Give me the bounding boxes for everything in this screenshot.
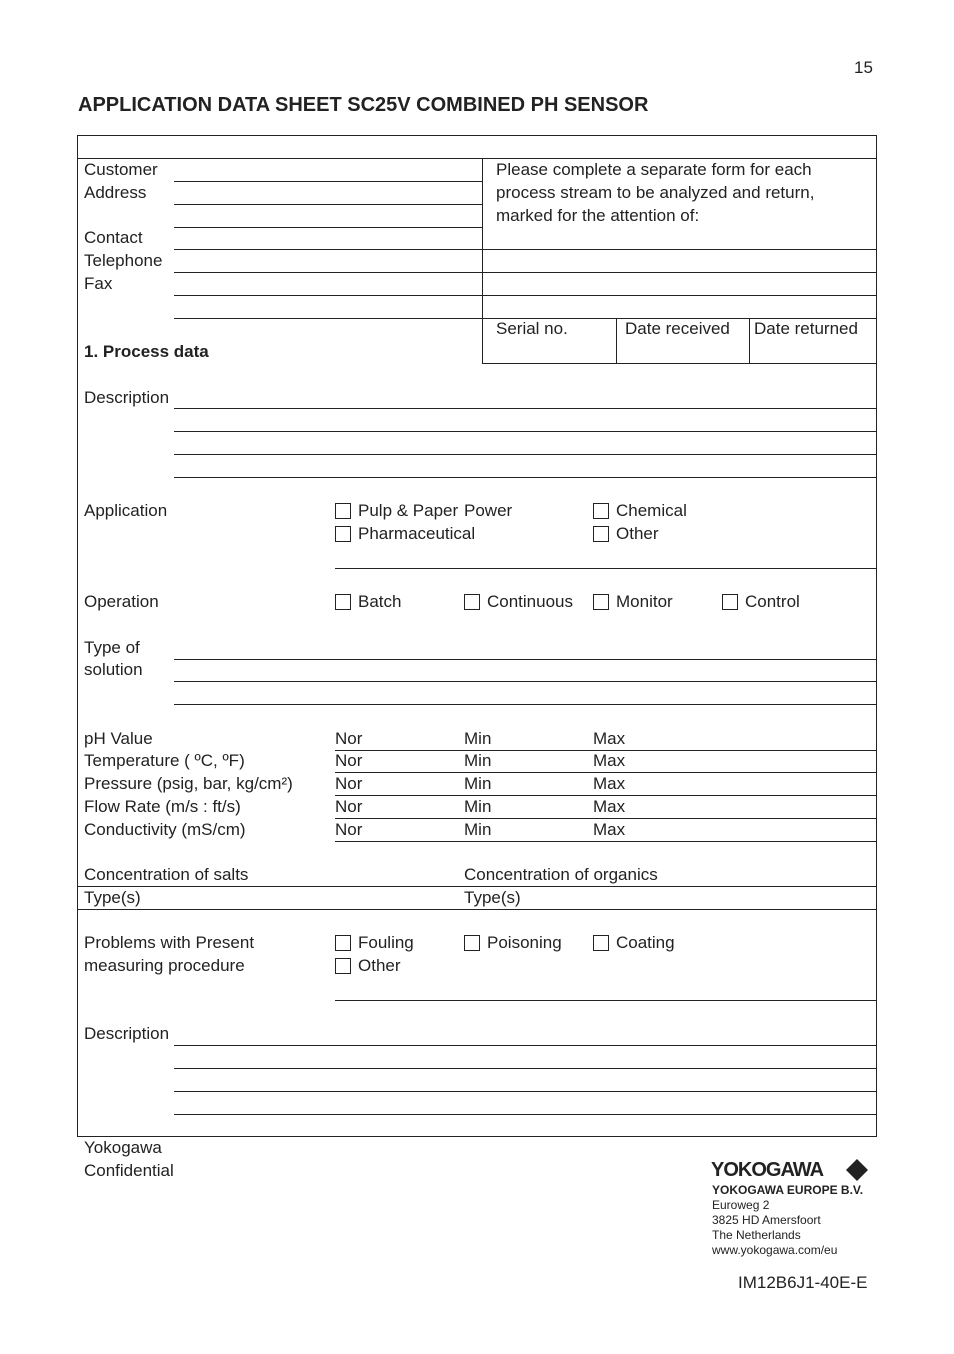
option-application-other: Other	[616, 524, 659, 543]
solution-field-2[interactable]	[174, 681, 877, 682]
min-label: Min	[464, 751, 492, 770]
max-label: Max	[593, 820, 626, 839]
fax-label: Fax	[84, 274, 113, 293]
option-pulp-paper: Pulp & Paper	[358, 501, 459, 520]
description2-field-1[interactable]	[174, 1045, 877, 1046]
solution-field-1[interactable]	[174, 659, 877, 660]
nor-label: Nor	[335, 820, 363, 839]
description-field-2[interactable]	[174, 431, 877, 432]
operation-label: Operation	[84, 592, 159, 611]
description-field-1[interactable]	[174, 408, 877, 409]
max-label: Max	[593, 751, 626, 770]
ph-value-field[interactable]	[335, 750, 877, 751]
checkbox-pharmaceutical[interactable]	[335, 526, 351, 542]
description-label: Description	[84, 388, 170, 407]
notice-line-2: process stream to be analyzed and return,	[496, 183, 815, 202]
option-pharmaceutical: Pharmaceutical	[358, 524, 476, 543]
company-name: YOKOGAWA EUROPE B.V.	[712, 1183, 864, 1197]
checkbox-poisoning[interactable]	[464, 935, 480, 951]
checkbox-continuous[interactable]	[464, 594, 480, 610]
nor-label: Nor	[335, 751, 363, 770]
date-returned-label: Date returned	[754, 319, 858, 338]
checkbox-pulp-paper[interactable]	[335, 503, 351, 519]
option-problems-other: Other	[358, 956, 401, 975]
option-power: Power	[464, 501, 513, 520]
address-field-2[interactable]	[174, 227, 482, 228]
serial-no-label: Serial no.	[496, 319, 568, 338]
checkbox-control[interactable]	[722, 594, 738, 610]
flow-rate-field[interactable]	[335, 818, 877, 819]
attention-field-1[interactable]	[482, 272, 877, 273]
option-continuous: Continuous	[487, 592, 574, 611]
notice-line-3: marked for the attention of:	[496, 206, 700, 225]
min-label: Min	[464, 797, 492, 816]
concentration-salts-label: Concentration of salts	[84, 865, 249, 884]
description2-field-4[interactable]	[174, 1114, 877, 1115]
yokogawa-logo-text: YOKOGAWA	[711, 1159, 824, 1181]
application-label: Application	[84, 501, 168, 520]
nor-label: Nor	[335, 729, 363, 748]
problems-label-1: Problems with Present	[84, 933, 255, 952]
solution-field-3[interactable]	[174, 704, 877, 705]
section-heading-process-data: 1. Process data	[84, 342, 209, 361]
description2-field-2[interactable]	[174, 1068, 877, 1069]
company-address-3: The Netherlands	[712, 1228, 801, 1242]
concentration-organics-label: Concentration of organics	[464, 865, 658, 884]
checkbox-chemical[interactable]	[593, 503, 609, 519]
conductivity-field[interactable]	[335, 841, 877, 842]
page-number: 15	[854, 58, 873, 77]
salts-types-label: Type(s)	[84, 888, 141, 907]
nor-label: Nor	[335, 797, 363, 816]
problems-other-field[interactable]	[335, 1000, 877, 1001]
nor-label: Nor	[335, 774, 363, 793]
option-fouling: Fouling	[358, 933, 414, 952]
contact-label: Contact	[84, 228, 143, 247]
pressure-field[interactable]	[335, 795, 877, 796]
checkbox-fouling[interactable]	[335, 935, 351, 951]
option-coating: Coating	[616, 933, 675, 952]
option-monitor: Monitor	[616, 592, 673, 611]
fax-field[interactable]	[174, 295, 482, 296]
checkbox-monitor[interactable]	[593, 594, 609, 610]
attention-field-2[interactable]	[482, 295, 877, 296]
temperature-field[interactable]	[335, 772, 877, 773]
organics-types-label: Type(s)	[464, 888, 521, 907]
contact-field[interactable]	[174, 249, 482, 250]
telephone-label: Telephone	[84, 251, 163, 270]
application-other-field[interactable]	[335, 568, 877, 569]
address-label: Address	[84, 183, 147, 202]
customer-label: Customer	[84, 160, 158, 179]
company-address-1: Euroweg 2	[712, 1198, 770, 1212]
max-label: Max	[593, 774, 626, 793]
row-label-pressure: Pressure (psig, bar, kg/cm²)	[84, 774, 293, 793]
checkbox-batch[interactable]	[335, 594, 351, 610]
row-label-ph: pH Value	[84, 729, 153, 748]
description-field-4[interactable]	[174, 477, 877, 478]
company-address-2: 3825 HD Amersfoort	[712, 1213, 821, 1227]
diamond-logo-icon	[846, 1159, 868, 1181]
date-received-label: Date received	[625, 319, 730, 338]
checkbox-problems-other[interactable]	[335, 958, 351, 974]
option-poisoning: Poisoning	[487, 933, 562, 952]
description2-field-3[interactable]	[174, 1091, 877, 1092]
notice-line-1: Please complete a separate form for each	[496, 160, 812, 179]
max-label: Max	[593, 729, 626, 748]
row-label-conductivity: Conductivity (mS/cm)	[84, 820, 246, 839]
type-of-solution-label-1: Type of	[84, 638, 140, 657]
type-of-solution-label-2: solution	[84, 660, 143, 679]
company-website: www.yokogawa.com/eu	[712, 1243, 838, 1257]
problems-label-2: measuring procedure	[84, 956, 245, 975]
customer-field[interactable]	[174, 181, 482, 182]
checkbox-application-other[interactable]	[593, 526, 609, 542]
row-label-flow-rate: Flow Rate (m/s : ft/s)	[84, 797, 241, 816]
checkbox-coating[interactable]	[593, 935, 609, 951]
confidential-line-2: Confidential	[84, 1161, 174, 1180]
confidential-line-1: Yokogawa	[84, 1138, 162, 1157]
description2-label: Description	[84, 1024, 170, 1043]
extra-field[interactable]	[174, 318, 482, 319]
row-label-temperature: Temperature ( ºC, ºF)	[84, 751, 245, 770]
page-title: APPLICATION DATA SHEET SC25V COMBINED PH SENSOR	[78, 94, 649, 116]
option-control: Control	[745, 592, 800, 611]
min-label: Min	[464, 820, 492, 839]
document-id: IM12B6J1-40E-E	[738, 1273, 868, 1292]
form-frame	[77, 135, 877, 1137]
address-field-1[interactable]	[174, 204, 482, 205]
min-label: Min	[464, 774, 492, 793]
option-batch: Batch	[358, 592, 402, 611]
option-chemical: Chemical	[616, 501, 687, 520]
description-field-3[interactable]	[174, 454, 877, 455]
min-label: Min	[464, 729, 492, 748]
telephone-field[interactable]	[174, 272, 482, 273]
max-label: Max	[593, 797, 626, 816]
